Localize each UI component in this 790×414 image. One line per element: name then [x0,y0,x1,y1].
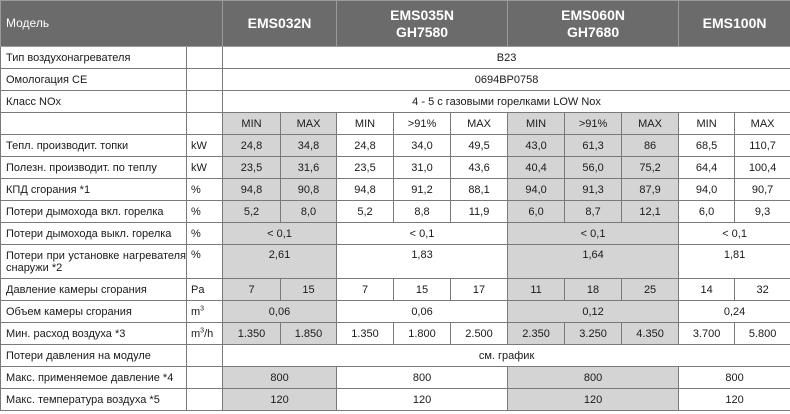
row-unit: % [187,223,223,245]
value-cell: 0,24 [679,301,790,323]
value-cell: 8,0 [281,201,337,223]
row-unit [187,113,223,135]
header-model-3 [508,1,679,47]
header-model-4-line1: EMS100N [702,15,767,31]
value-cell: 86 [622,135,679,157]
row-label: Потери дымохода вкл. горелка [1,201,187,223]
row-efficiency [1,179,790,201]
value-cell: 5,2 [337,201,394,223]
value-cell: 9,3 [735,201,790,223]
row-heat-input [1,135,790,157]
row-unit [187,91,223,113]
value-cell: 31,6 [281,157,337,179]
row-chamber-pressure [1,279,790,301]
unit-sup: 3 [200,304,205,312]
value-cell: 120 [223,389,337,411]
row-label: Потери давления на модуле [1,345,187,367]
value-cell: 0,06 [337,301,508,323]
row-heat-output [1,157,790,179]
value-cell: 120 [508,389,679,411]
value-cell: 7 [337,279,394,301]
value-cell: 800 [337,367,508,389]
row-ce-homologation [1,69,790,91]
sub-header-cell: MAX [281,113,337,135]
value-cell: 43,6 [451,157,508,179]
value-cell: 91,2 [394,179,451,201]
sub-header-cell: >91% [565,113,622,135]
value-cell: < 0,1 [223,223,337,245]
value-cell: 4.350 [622,323,679,345]
value-cell: 1,81 [679,245,790,279]
value-cell: 91,3 [565,179,622,201]
row-max-pressure [1,367,790,389]
row-chamber-volume [1,301,790,323]
row-unit [187,389,223,411]
row-label [1,113,187,135]
value-cell: 1.800 [394,323,451,345]
value-cell: 1.850 [281,323,337,345]
value-cell: 24,8 [223,135,281,157]
header-model-3-line1: EMS060N [561,6,625,23]
sub-header-cell: MIN [337,113,394,135]
value-cell: 49,5 [451,135,508,157]
row-label: Макс. температура воздуха *5 [1,389,187,411]
sub-header-cell: MIN [679,113,735,135]
value-cell: 12,1 [622,201,679,223]
value-cell: 40,4 [508,157,565,179]
unit-sup: 3 [200,326,205,334]
row-label: Потери дымохода выкл. горелка [1,223,187,245]
row-max-temp [1,389,790,411]
header-model-2 [337,1,508,47]
value-cell: 120 [679,389,790,411]
value-cell: 15 [394,279,451,301]
row-label: Класс NOx [1,91,187,113]
row-label: Объем камеры сгорания [1,301,187,323]
row-label: Омологация CE [1,69,187,91]
row-flue-loss-on [1,201,790,223]
sub-header-cell: MAX [622,113,679,135]
row-value: 0694BP0758 [223,69,790,91]
row-install-loss [1,245,790,279]
header-model-2-line1: EMS035N [390,6,454,23]
header-row [1,1,790,47]
row-unit: % [187,245,223,279]
value-cell: 94,0 [508,179,565,201]
value-cell: 43,0 [508,135,565,157]
value-cell: 34,8 [281,135,337,157]
row-unit: % [187,179,223,201]
value-cell: 8,7 [565,201,622,223]
value-cell: < 0,1 [337,223,508,245]
value-cell: 5.800 [735,323,790,345]
row-value: см. график [223,345,790,367]
row-value: 4 - 5 с газовыми горелками LOW Nox [223,91,790,113]
value-cell: < 0,1 [508,223,679,245]
value-cell: 68,5 [679,135,735,157]
value-cell: 11,9 [451,201,508,223]
row-unit [187,301,223,323]
row-label: Полезн. производит. по теплу [1,157,187,179]
sub-header-cell: MAX [735,113,790,135]
value-cell: 800 [679,367,790,389]
value-cell: 14 [679,279,735,301]
value-cell: 15 [281,279,337,301]
header-model-1-line1: EMS032N [247,15,312,31]
row-flue-loss-off [1,223,790,245]
value-cell: 64,4 [679,157,735,179]
row-label: КПД сгорания *1 [1,179,187,201]
value-cell: 3.250 [565,323,622,345]
row-label: Мин. расход воздуха *3 [1,323,187,345]
value-cell: 0,12 [508,301,679,323]
value-cell: 75,2 [622,157,679,179]
value-cell: 6,0 [679,201,735,223]
row-unit [187,69,223,91]
value-cell: 1.350 [223,323,281,345]
value-cell: 5,2 [223,201,281,223]
value-cell: 800 [223,367,337,389]
value-cell: 7 [223,279,281,301]
value-cell: 2.350 [508,323,565,345]
row-label: Тепл. производит. топки [1,135,187,157]
value-cell: 94,0 [679,179,735,201]
value-cell: 31,0 [394,157,451,179]
sub-header-cell: MAX [451,113,508,135]
row-heater-type [1,47,790,69]
header-model-label: Модель [1,1,223,47]
row-value: B23 [223,47,790,69]
unit-base: m [191,327,201,340]
value-cell: 25 [622,279,679,301]
row-unit [187,367,223,389]
value-cell: 61,3 [565,135,622,157]
value-cell: 94,8 [223,179,281,201]
value-cell: 88,1 [451,179,508,201]
value-cell: 24,8 [337,135,394,157]
value-cell: 90,7 [735,179,790,201]
value-cell: 94,8 [337,179,394,201]
value-cell: 2,61 [223,245,337,279]
row-label: Давление камеры сгорания [1,279,187,301]
row-label: Тип воздухонагревателя [1,47,187,69]
row-unit: % [187,201,223,223]
sub-header-cell: MIN [223,113,281,135]
row-unit: kW [187,135,223,157]
value-cell: 11 [508,279,565,301]
value-cell: 32 [735,279,790,301]
value-cell: < 0,1 [679,223,790,245]
row-unit: Pa [187,279,223,301]
row-label: Макс. применяемое давление *4 [1,367,187,389]
value-cell: 8,8 [394,201,451,223]
value-cell: 90,8 [281,179,337,201]
row-unit: kW [187,157,223,179]
value-cell: 100,4 [735,157,790,179]
value-cell: 87,9 [622,179,679,201]
sub-header-cell: MIN [508,113,565,135]
header-model-2-line2: GH7580 [395,23,449,40]
row-air-flow [1,323,790,345]
value-cell: 1,64 [508,245,679,279]
sub-header-cell: >91% [394,113,451,135]
header-model-1 [223,1,337,47]
row-unit [187,345,223,367]
value-cell: 120 [337,389,508,411]
value-cell: 34,0 [394,135,451,157]
value-cell: 1.350 [337,323,394,345]
row-unit [187,323,223,345]
row-pressure-loss [1,345,790,367]
row-nox-class [1,91,790,113]
value-cell: 800 [508,367,679,389]
value-cell: 56,0 [565,157,622,179]
value-cell: 23,5 [337,157,394,179]
row-unit [187,47,223,69]
unit-base: m [191,305,201,318]
header-model-3-line2: GH7680 [566,23,620,40]
value-cell: 1,83 [337,245,508,279]
row-sub-header [1,113,790,135]
value-cell: 110,7 [735,135,790,157]
value-cell: 18 [565,279,622,301]
row-label: Потери при установке нагревателя снаружи *2 [1,245,187,279]
value-cell: 6,0 [508,201,565,223]
value-cell: 3.700 [679,323,735,345]
value-cell: 23,5 [223,157,281,179]
header-model-4 [679,1,790,47]
value-cell: 0,06 [223,301,337,323]
value-cell: 2.500 [451,323,508,345]
value-cell: 17 [451,279,508,301]
unit-suffix: /h [204,327,214,340]
